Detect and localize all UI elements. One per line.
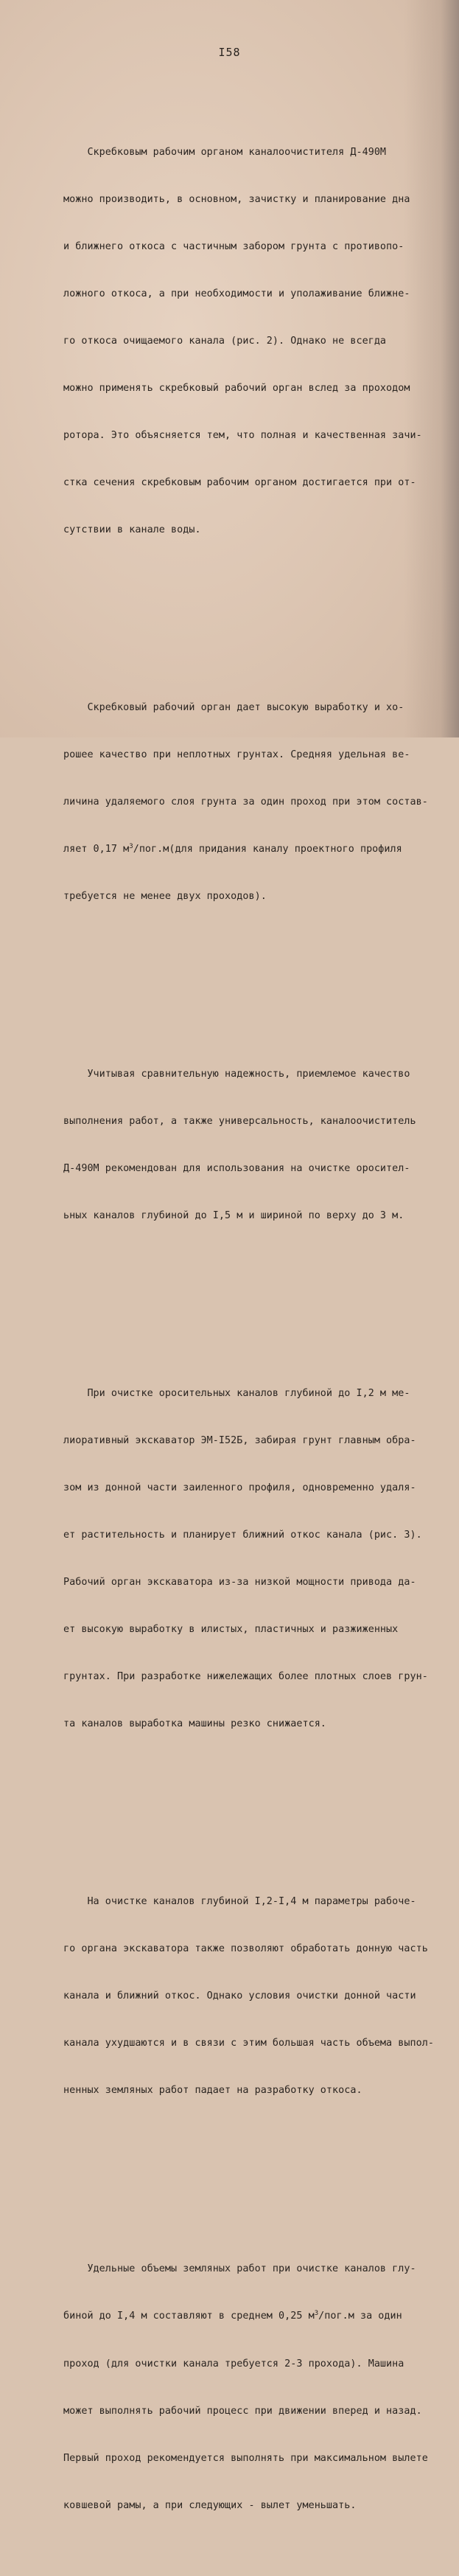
text-line: Скребковый рабочий орган дает высокую выработку и хо-: [63, 701, 404, 713]
text-line: лиоративный экскаватор ЭМ-I52Б, забирая грунт главным обра-: [63, 1434, 416, 1446]
text-line: можно производить, в основном, зачистку и планирование дна: [63, 193, 410, 205]
text-line: ложного откоса, а при необходимости и уполаживание ближне-: [63, 288, 410, 299]
text-line: та каналов выработка машины резко снижается.: [63, 1718, 326, 1729]
text-line: Первый проход рекомендуется выполнять при максимальном вылете: [63, 2452, 428, 2464]
text-line: Д-490М рекомендован для использования на очистке оросител-: [63, 1162, 410, 1174]
paragraph-6: [63, 2230, 432, 2545]
text-line: и ближнего откоса с частичным забором грунта с противопо-: [63, 240, 404, 252]
text-line: грунтах. При разработке нижележащих более плотных слоев грун-: [63, 1670, 428, 1682]
body-text: [63, 66, 432, 2576]
text-line: При очистке оросительных каналов глубиной до I,2 м ме-: [63, 1387, 410, 1399]
paragraph-4: [63, 1354, 432, 1763]
text-line: проход (для очистки канала требуется 2-3 прохода). Машина: [63, 2358, 404, 2370]
line-text-after: /пог.м за один: [318, 2311, 402, 2322]
text-line: На очистке каналов глубиной I,2-I,4 м параметры рабоче-: [63, 1895, 416, 1907]
text-line: требуется не менее двух проходов).: [63, 890, 267, 902]
text-line: го органа экскаватора также позволяют обработать донную часть: [63, 1943, 428, 1954]
line-text-before: ляет 0,17 м: [63, 843, 130, 855]
text-line: рошее качество при неплотных грунтах. Средняя удельная ве-: [63, 749, 410, 760]
text-line: ненных земляных работ падает на разработку откоса.: [63, 2084, 362, 2096]
paragraph-2: [63, 668, 432, 936]
text-line: может выполнять рабочий процесс при движении вперед и назад.: [63, 2405, 422, 2417]
text-line: ротора. Это объясняется тем, что полная и качественная зачи-: [63, 429, 422, 441]
line-text-before: биной до I,4 м составляют в среднем 0,25 м: [63, 2311, 315, 2322]
paragraph-3: [63, 1035, 432, 1255]
line-text-after: /пог.м(для придания каналу проектного профиля: [133, 843, 402, 855]
text-line: Учитывая сравнительную надежность, приемлемое качество: [63, 1068, 410, 1080]
text-line: стка сечения скребковым рабочим органом достигается при от-: [63, 476, 416, 488]
paragraph-1: [63, 113, 432, 569]
paragraph-5: [63, 1862, 432, 2130]
text-line: канала и ближний откос. Однако условия очистки донной части: [63, 1990, 416, 2002]
superscript: 3: [314, 2310, 319, 2318]
text-line: ет растительность и планирует ближний откос канала (рис. 3).: [63, 1529, 422, 1541]
text-line-with-superscript: [63, 2308, 432, 2324]
text-line: ьных каналов глубиной до I,5 м и шириной по верху до 3 м.: [63, 1209, 404, 1221]
text-line: можно применять скребковый рабочий орган вслед за проходом: [63, 382, 410, 394]
text-line: Скребковым рабочим органом каналоочистителя Д-490М: [63, 146, 387, 158]
text-line: личина удаляемого слоя грунта за один проход при этом состав-: [63, 796, 428, 808]
text-line: Удельные объемы земляных работ при очистке каналов глу-: [63, 2263, 416, 2275]
superscript: 3: [129, 842, 133, 850]
text-line: го откоса очищаемого канала (рис. 2). Однако не всегда: [63, 335, 387, 347]
text-line: Рабочий орган экскаватора из-за низкой мощности привода да-: [63, 1576, 416, 1588]
text-line: зом из донной части заиленного профиля, одновременно удаля-: [63, 1482, 416, 1493]
page-number: I58: [218, 46, 241, 59]
text-line: выполнения работ, а также универсальность, каналоочиститель: [63, 1115, 416, 1127]
text-line: канала ухудшаются и в связи с этим большая часть объема выпол-: [63, 2037, 434, 2049]
text-line: ковшевой рамы, а при следующих - вылет уменьшать.: [63, 2499, 357, 2511]
text-line: сутствии в канале воды.: [63, 524, 201, 535]
text-line-with-superscript: [63, 841, 432, 857]
text-line: ет высокую выработку в илистых, пластичных и разжиженных: [63, 1623, 399, 1635]
